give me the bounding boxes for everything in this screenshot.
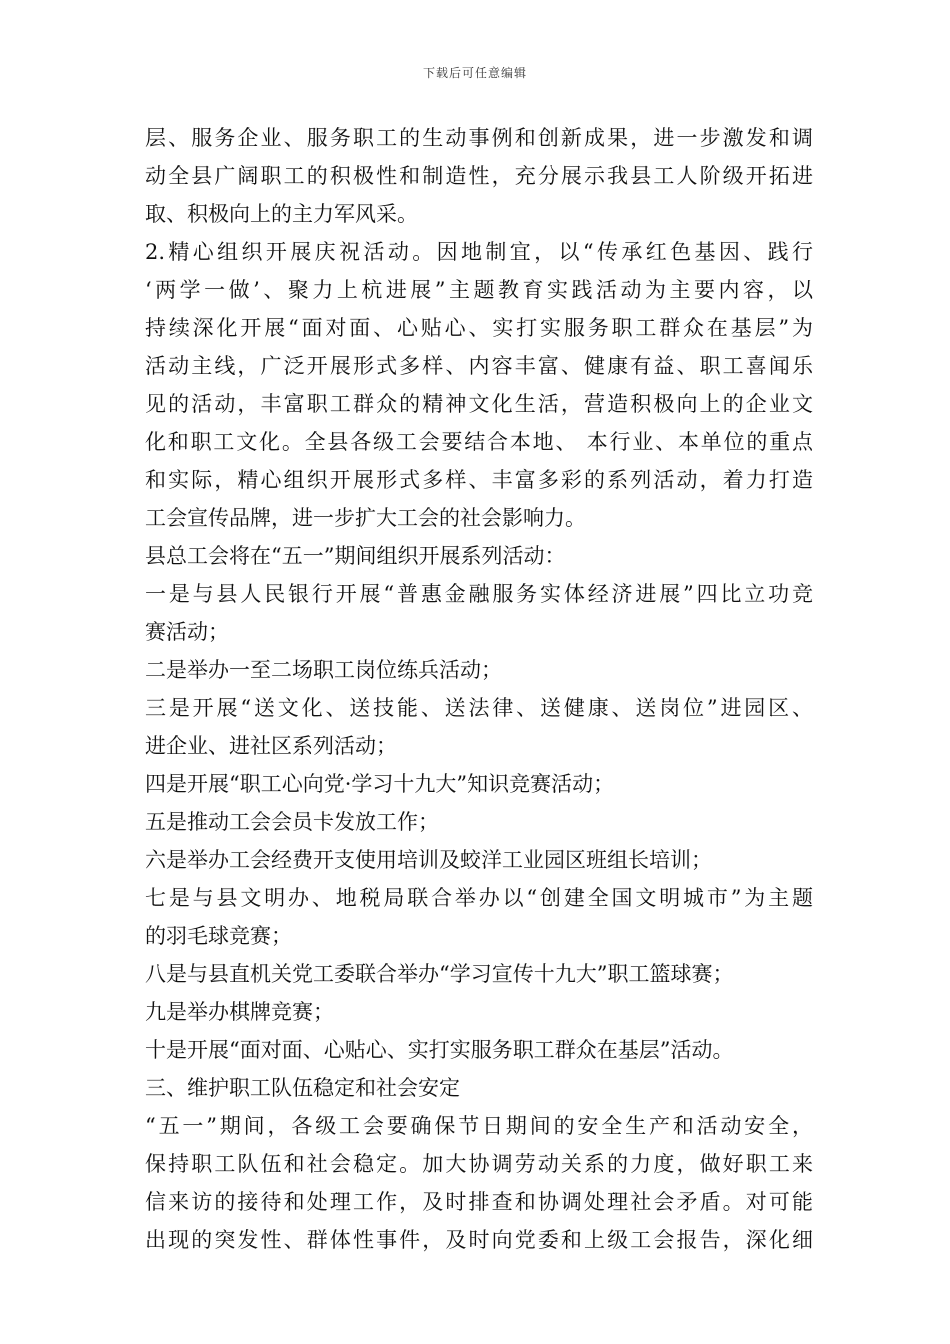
document-line: 十是开展“面对面、心贴心、实打实服务职工群众在基层”活动。 (145, 1038, 734, 1062)
document-line: 保持职工队伍和社会稳定。加大协调劳动关系的力度，做好职工来 (145, 1152, 813, 1176)
document-line: 三、维护职工队伍稳定和社会安定 (145, 1076, 460, 1100)
document-body (145, 119, 813, 1259)
document-line: 层、服务企业、服务职工的生动事例和创新成果，进一步激发和调 (145, 126, 813, 150)
document-line: 九是举办棋牌竞赛； (145, 1000, 334, 1024)
document-line: 六是举办工会经费开支使用培训及蛟洋工业园区班组长培训； (145, 848, 712, 872)
document-line: 一是与县人民银行开展“普惠金融服务实体经济进展”四比立功竞 (145, 582, 813, 606)
document-line: 七是与县文明办、地税局联合举办以“创建全国文明城市”为主题 (145, 886, 813, 910)
document-line: 进企业、进社区系列活动； (145, 734, 397, 758)
document-line: 的羽毛球竞赛； (145, 924, 292, 948)
document-line: 工会宣传品牌，进一步扩大工会的社会影响力。 (145, 506, 586, 530)
document-line: 和实际，精心组织开展形式多样、丰富多彩的系列活动，着力打造 (145, 468, 813, 492)
document-line: 四是开展“职工心向党·学习十九大”知识竞赛活动； (145, 772, 615, 796)
document-line: 化和职工文化。全县各级工会要结合本地、 本行业、本单位的重点 (145, 430, 813, 454)
document-line: ‘两学一做’、聚力上杭进展”主题教育实践活动为主要内容，以 (145, 278, 813, 302)
document-line: 赛活动； (145, 620, 229, 644)
document-line: 出现的突发性、群体性事件，及时向党委和上级工会报告，深化细 (145, 1228, 813, 1252)
document-line: 持续深化开展“面对面、心贴心、实打实服务职工群众在基层”为 (145, 316, 813, 340)
document-line: 活动主线，广泛开展形式多样、内容丰富、健康有益、职工喜闻乐 (145, 354, 813, 378)
page-header-note: 下载后可任意编辑 (422, 66, 527, 80)
document-line: 八是与县直机关党工委联合举办“学习宣传十九大”职工篮球赛； (145, 962, 734, 986)
document-line: 见的活动，丰富职工群众的精神文化生活，营造积极向上的企业文 (145, 392, 813, 416)
document-line: 二是举办一至二场职工岗位练兵活动； (145, 658, 502, 682)
document-line: 2.精心组织开展庆祝活动。因地制宜，以“传承红色基因、践行 (145, 240, 813, 264)
document-line: “五一”期间，各级工会要确保节日期间的安全生产和活动安全， (145, 1114, 813, 1138)
document-line: 取、积极向上的主力军风采。 (145, 202, 418, 226)
document-line: 五是推动工会会员卡发放工作； (145, 810, 439, 834)
document-line: 信来访的接待和处理工作，及时排查和协调处理社会矛盾。对可能 (145, 1190, 813, 1214)
document-line: 动全县广阔职工的积极性和制造性，充分展示我县工人阶级开拓进 (145, 164, 813, 188)
document-line: 三是开展“送文化、送技能、送法律、送健康、送岗位”进园区、 (145, 696, 813, 720)
document-line: 县总工会将在“五一”期间组织开展系列活动： (145, 544, 566, 568)
